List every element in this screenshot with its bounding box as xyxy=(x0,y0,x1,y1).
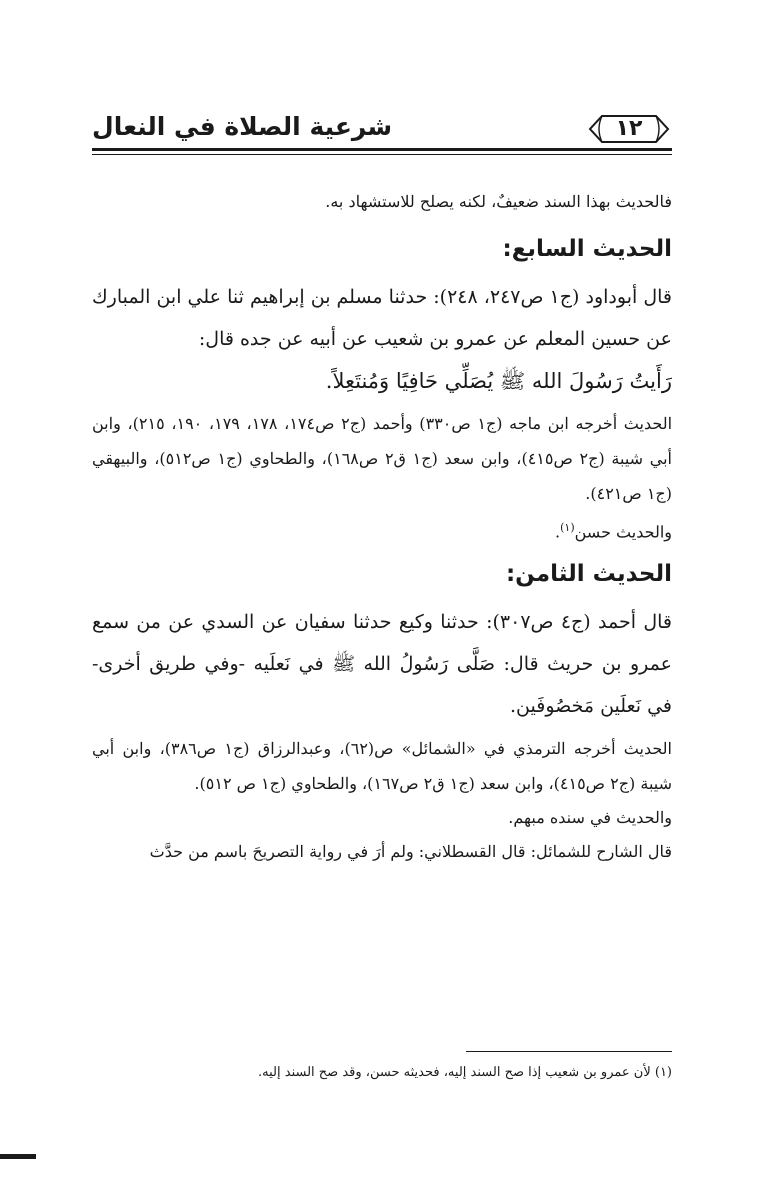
heading-hadith-7: الحديث السابع: xyxy=(502,236,672,262)
hadith-7-isnad: قال أبوداود (ج١ ص٢٤٧، ٢٤٨): حدثنا مسلم بن إبراهيم ثنا علي ابن المبارك عن حسين المعلم عن عمرو بن شعيب عن أبيه عن جده قال: xyxy=(92,286,672,350)
footnote: (١) لأن عمرو بن شعيب إذا صح السند إليه، فحديثه حسن، وقد صح السند إليه. xyxy=(258,1065,672,1080)
hadith-7-matn: رَأَيتُ رَسُولَ الله ﷺ يُصَلِّي حَافِيًا وَمُنتَعِلاً. xyxy=(325,369,672,393)
hadith-7-takhrij: الحديث أخرجه ابن ماجه (ج١ ص٣٣٠) وأحمد (ج٢ ص١٧٤، ١٧٨، ١٧٩، ١٩٠، ٢١٥)، وابن أبي شيبة (ج٢ ص٤١٥)، وابن سعد (ج١ ق٢ ص١٦٨)، والطحاوي (ج١ ص٥١٢)، والبيهقي (ج١ ص٤٢١). xyxy=(92,414,673,503)
page-number: ١٢ xyxy=(615,115,643,141)
hadith-8-takhrij: الحديث أخرجه الترمذي في «الشمائل» ص(٦٢)، وعبدالرزاق (ج١ ص٣٨٦)، وابن أبي شيبة (ج٢ ص٤١٥)، وابن سعد (ج١ ق٢ ص١٦٧)، والطحاوي (ج١ ص ٥١٢). xyxy=(92,739,672,794)
header-rule-thick xyxy=(92,148,672,151)
intro-line: فالحديث بهذا السند ضعيفٌ، لكنه يصلح للاستشهاد به. xyxy=(325,192,672,211)
hadith-7-grade: والحديث حسن$^{(١)}$. xyxy=(555,521,672,542)
page-header xyxy=(92,108,672,156)
running-title: شرعية الصلاة في النعال xyxy=(92,112,393,141)
page-number-ornament xyxy=(586,112,672,144)
hadith-8-sharh: قال الشارح للشمائل: قال القسطلاني: ولم أرَ في رواية التصريحَ باسم من حدَّث xyxy=(149,842,672,862)
heading-hadith-8: الحديث الثامن: xyxy=(505,561,672,588)
footnote-ref[interactable]: (١) xyxy=(560,521,575,534)
footnote-separator xyxy=(466,1051,672,1052)
header-rule-thin xyxy=(92,154,672,155)
grade-text: والحديث حسن xyxy=(574,522,672,542)
main-text xyxy=(92,186,672,869)
margin-mark xyxy=(0,1154,36,1159)
hadith-8-text: قال أحمد (ج٤ ص٣٠٧): حدثنا وكيع حدثنا سفيان عن السدي عن من سمع عمرو بن حريث قال: صَلَّى رَسُولُ الله ﷺ في نَعلَيه -وفي طريق أخرى- في نَعلَين مَخصُوفَين. xyxy=(92,611,673,718)
hadith-8-grade: والحديث في سنده مبهم. xyxy=(508,808,672,828)
